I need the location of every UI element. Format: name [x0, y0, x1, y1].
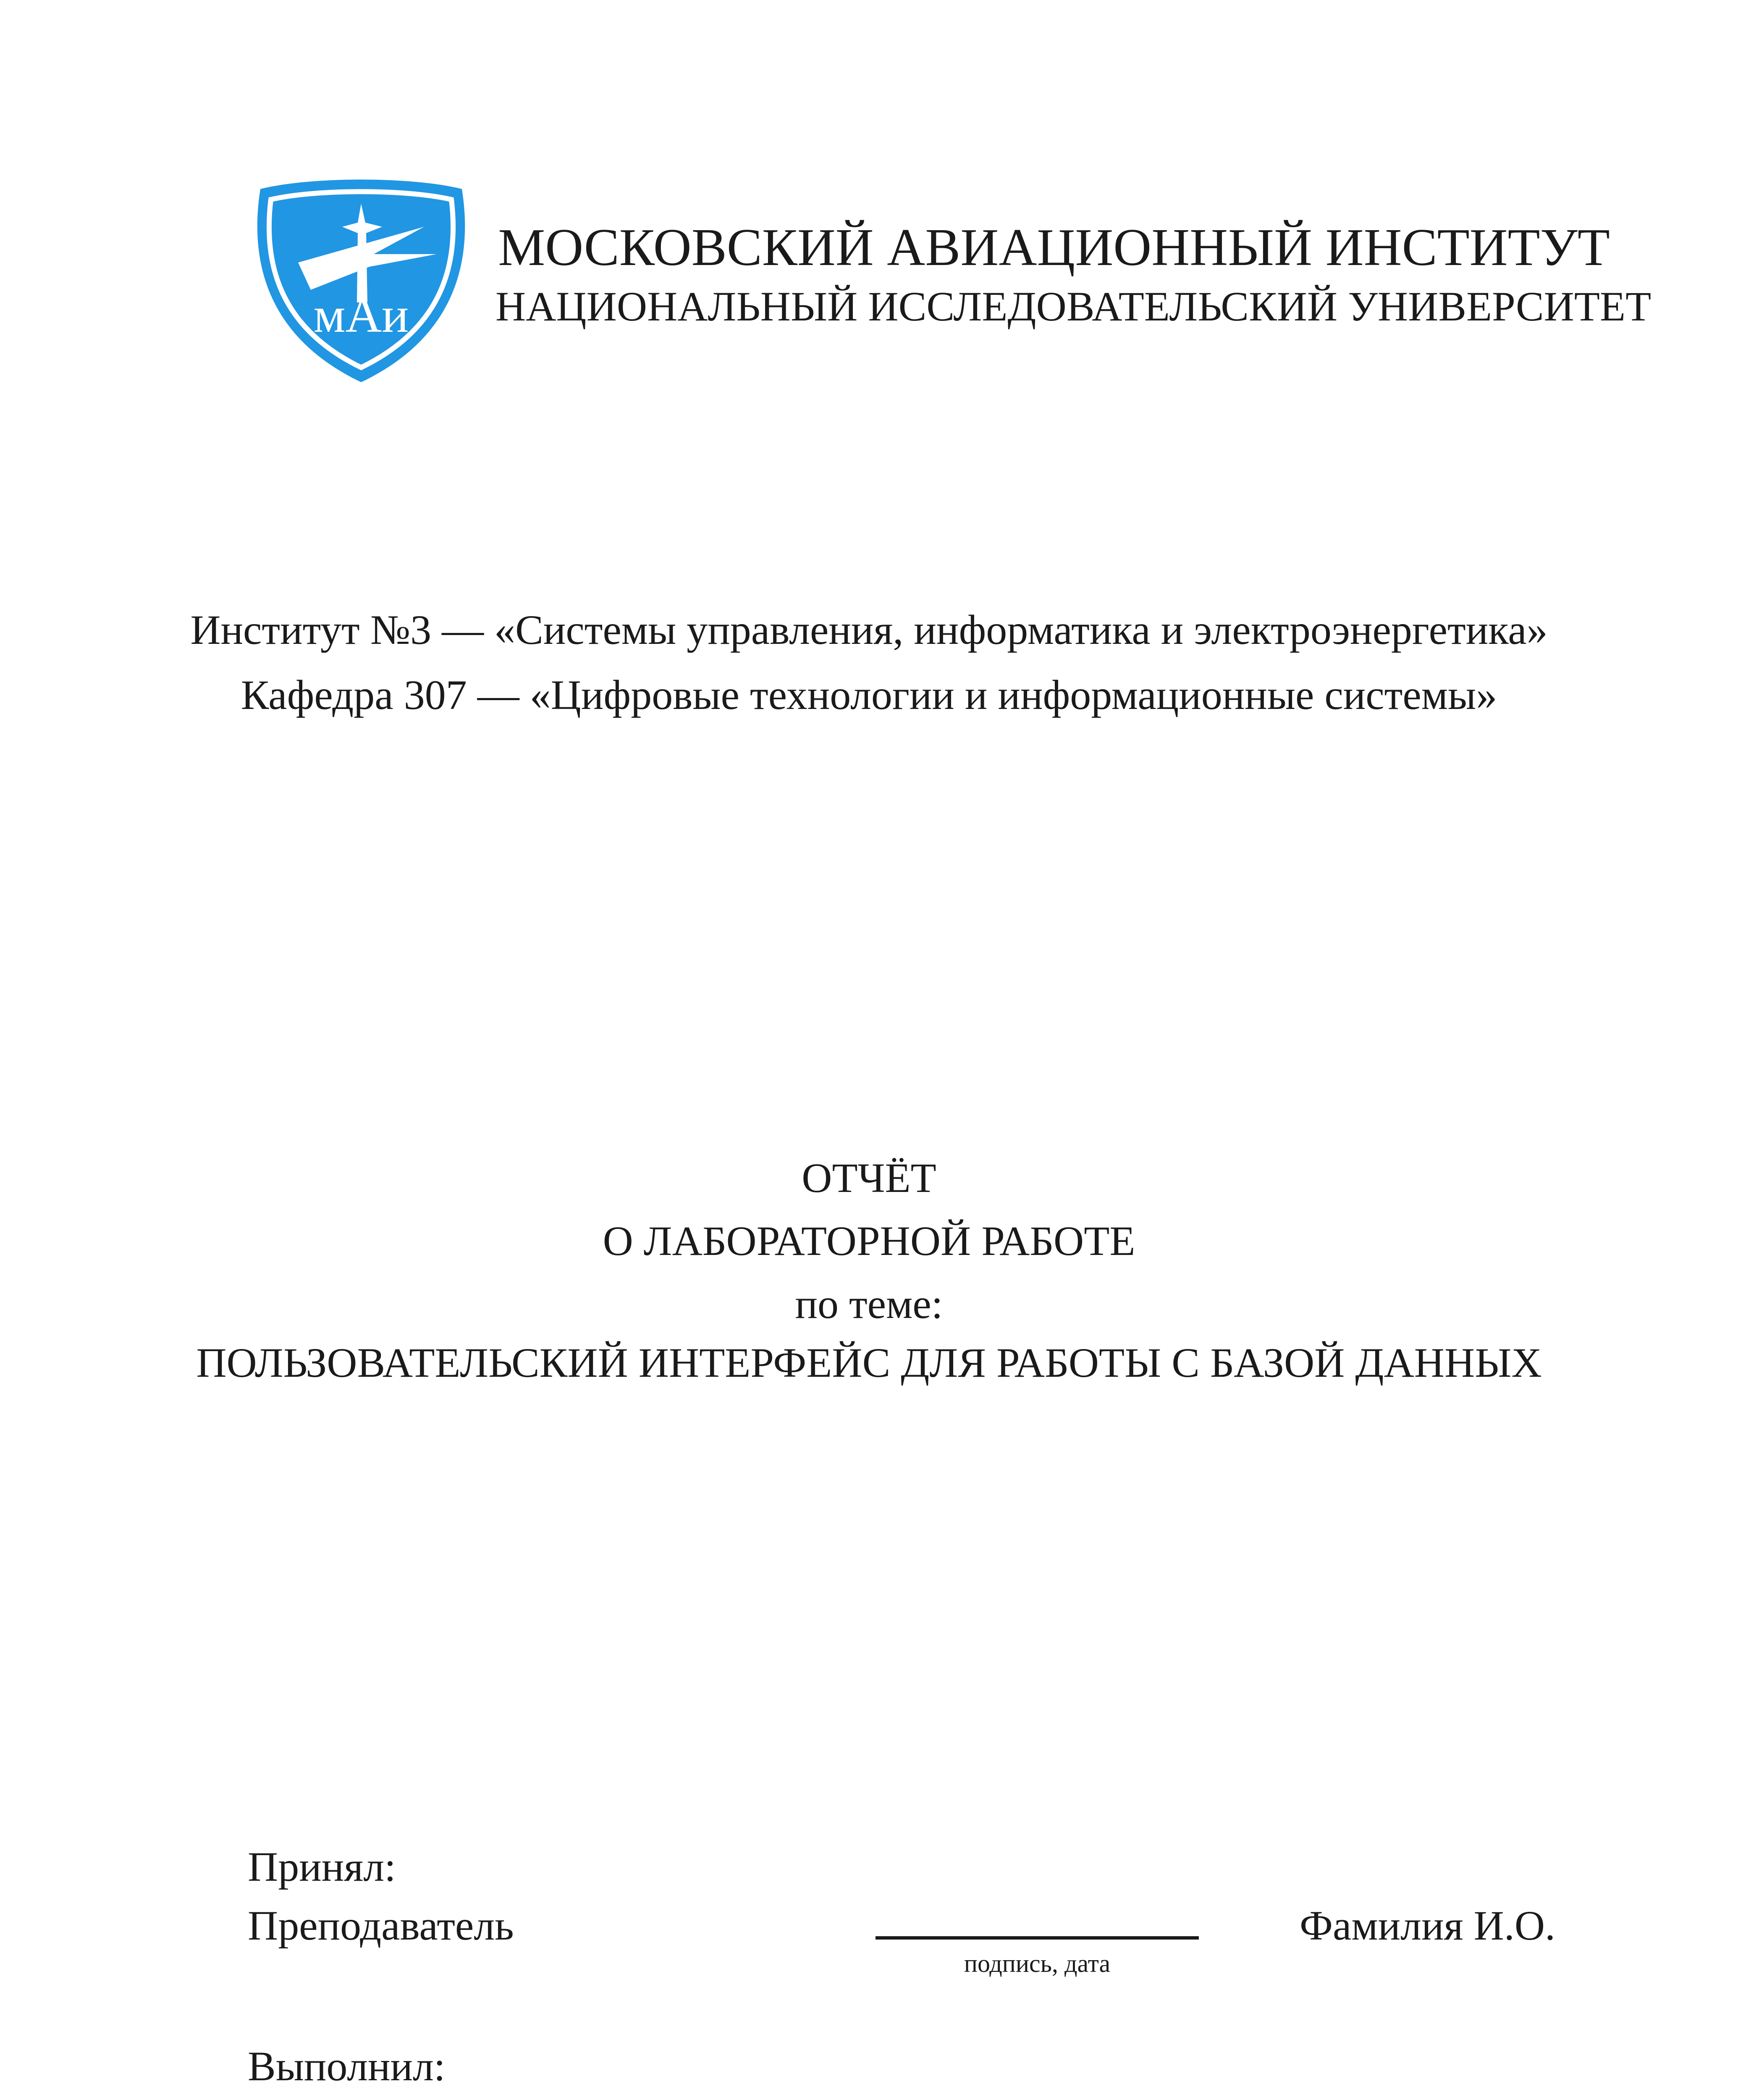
mai-logo — [248, 164, 474, 384]
done-label: Выполнил: — [248, 2043, 446, 2090]
report-topic: ПОЛЬЗОВАТЕЛЬСКИЙ ИНТЕРФЕЙС ДЛЯ РАБОТЫ С БАЗОЙ ДАННЫХ — [196, 1339, 1542, 1386]
institute-line: Институт №3 — «Системы управления, информатика и электроэнергетика» — [190, 606, 1548, 653]
report-topic-label: по теме: — [795, 1281, 943, 1327]
report-type: О ЛАБОРАТОРНОЙ РАБОТЕ — [603, 1218, 1135, 1264]
teacher-name: Фамилия И.О. — [1300, 1902, 1556, 1949]
teacher-signature-line — [876, 1936, 1199, 1940]
institution-subtitle: НАЦИОНАЛЬНЫЙ ИССЛЕДОВАТЕЛЬСКИЙ УНИВЕРСИТЕТ — [495, 283, 1651, 330]
accepted-label: Принял: — [248, 1843, 396, 1890]
svg-text:мАи: мАи — [313, 287, 409, 343]
institution-name: МОСКОВСКИЙ АВИАЦИОННЫЙ ИНСТИТУТ — [498, 218, 1610, 277]
mai-shield-icon — [248, 164, 474, 384]
teacher-role: Преподаватель — [248, 1902, 514, 1949]
department-line: Кафедра 307 — «Цифровые технологии и информационные системы» — [241, 672, 1497, 718]
report-title: ОТЧЁТ — [802, 1155, 936, 1201]
teacher-signature-hint: подпись, дата — [964, 1950, 1111, 1977]
